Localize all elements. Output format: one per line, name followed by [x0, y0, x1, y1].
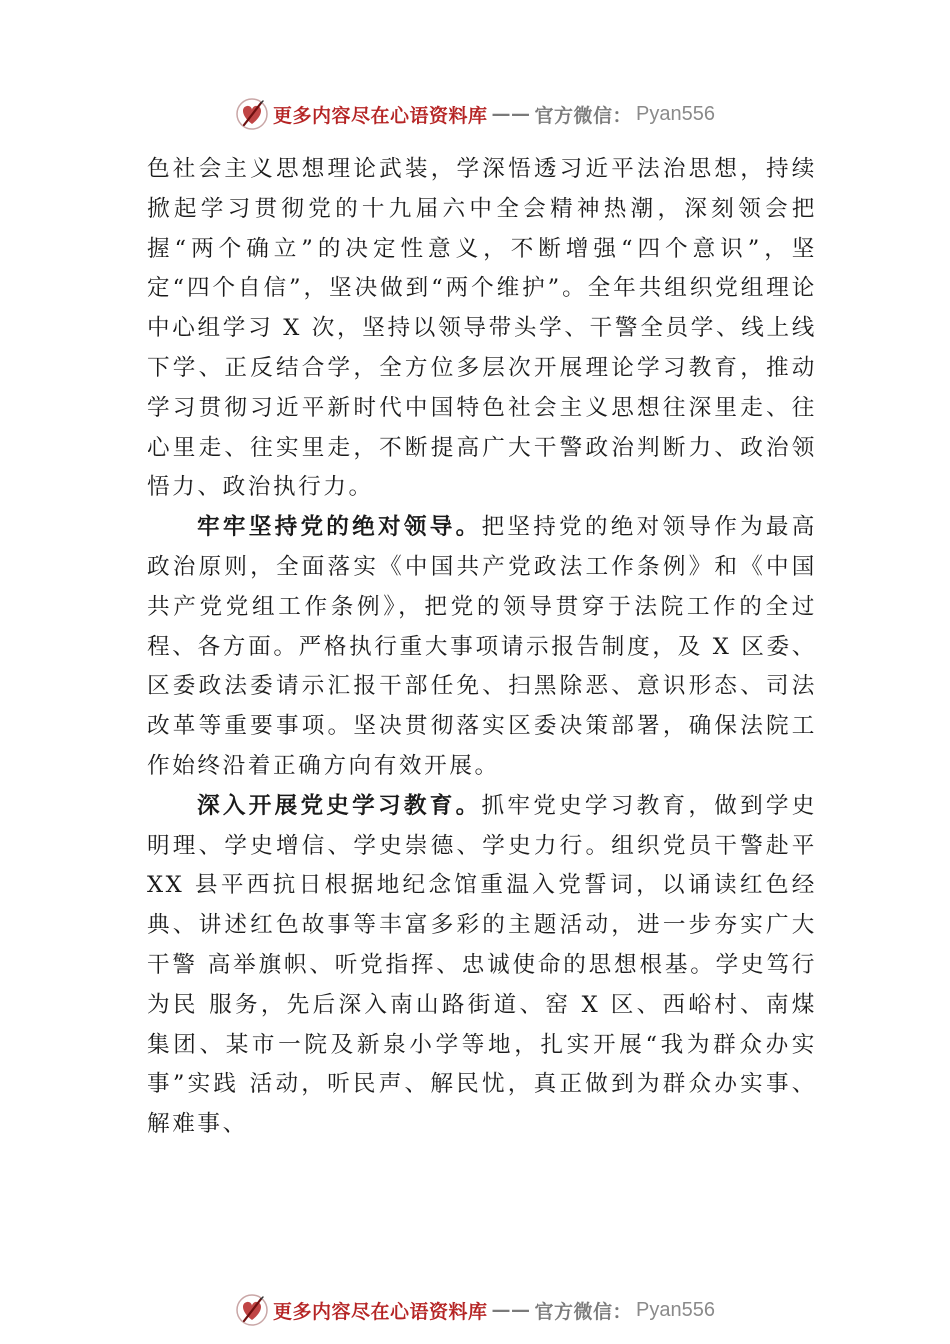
watermark-banner-top [0, 94, 950, 134]
heart-pen-logo-icon [235, 97, 269, 131]
watermark-wechat-id: Pyan556 [636, 102, 715, 125]
watermark-site-text: 更多内容尽在心语资料库 [273, 104, 488, 127]
watermark-site-text: 更多内容尽在心语资料库 [273, 1300, 488, 1323]
watermark-dash: —— [491, 103, 531, 125]
watermark-wechat-id: Pyan556 [636, 1298, 715, 1321]
document-body [147, 150, 817, 1145]
watermark-banner-bottom [0, 1290, 950, 1330]
paragraph-2 [147, 508, 817, 787]
paragraph-1: 色社会主义思想理论武装，学深悟透习近平法治思想，持续掀起学习贯彻党的十九届六中全会精神热潮，深刻领会把握“两个确立”的决定性意义，不断增强“四个意识”，坚定“四个自信”，坚决做到“两个维护”。全年共组织党组理论中心组学习 X 次，坚持以领导带头学、干警全员学、线上线下学、正反结合学，全方位多层次开展理论学习教育，推动学习贯彻习近平新时代中国特色社会主义思想往深里走、往心里走、往实里走，不断提高广大干警政治判断力、政治领悟力、政治执行力。 [147, 156, 817, 501]
watermark-wechat-label: 官方微信： [534, 1300, 633, 1323]
paragraph-2-text: 把坚持党的绝对领导作为最高政治原则，全面落实《中国共产党政法工作条例》和《中国共产党党组工作条例》，把党的领导贯穿于法院工作的全过程、各方面。严格执行重大事项请示报告制度，及 X 区委、区委政法委请示汇报干部任免、扫黑除恶、意识形态、司法改革等重要事项。坚决贯彻落实区委决策部署，确保法院工作始终沿着正确方向有效开展。 [147, 514, 817, 779]
paragraph-3-text: 抓牢党史学习教育，做到学史明理、学史增信、学史崇德、学史力行。组织党员干警赴平 XX 县平西抗日根据地纪念馆重温入党誓词，以诵读红色经典、讲述红色故事等丰富多彩的主题活动，进一步夯实广大干警 高举旗帜、听党指挥、忠诚使命的思想根基。学史笃行为民 服务，先后深入南山路街道、窑 X 区、西峪村、南煤集团、某市一院及新泉小学等地，扎实开展“我为群众办实事”实践 活动，听民声、解民忧，真正做到为群众办实事、解难事、 [147, 792, 817, 1138]
paragraph-3 [147, 787, 817, 1145]
watermark-dash: —— [491, 1299, 531, 1321]
paragraph-2-heading: 牢牢坚持党的绝对领导。 [197, 514, 482, 541]
paragraph-3-heading: 深入开展党史学习教育。 [197, 792, 482, 819]
watermark-wechat-label: 官方微信： [534, 104, 633, 127]
heart-pen-logo-icon [235, 1293, 269, 1327]
